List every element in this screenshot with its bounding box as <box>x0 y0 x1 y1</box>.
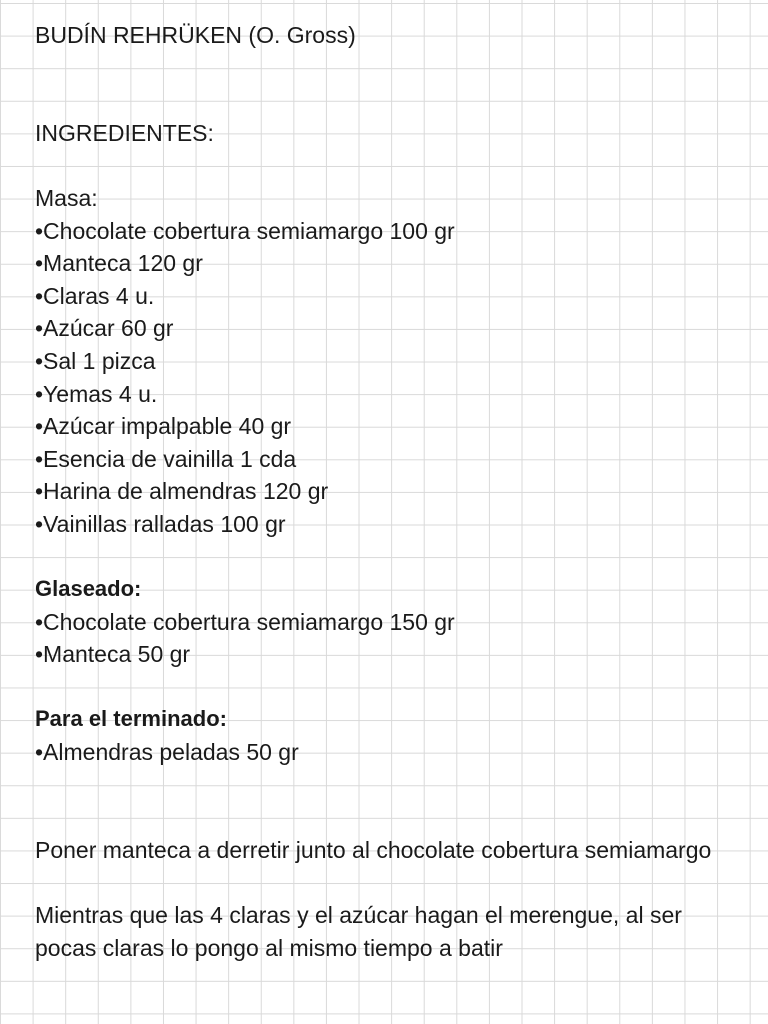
list-item: •Azúcar 60 gr <box>35 315 174 342</box>
recipe-note <box>35 19 755 964</box>
list-item: •Esencia de vainilla 1 cda <box>35 445 297 472</box>
list-item: •Chocolate cobertura semiamargo 100 gr <box>35 217 455 244</box>
list-item: •Vainillas ralladas 100 gr <box>35 510 286 537</box>
list-item: •Claras 4 u. <box>35 282 155 309</box>
step-paragraph: Mientras que las 4 claras y el azúcar hagan el merengue, al ser pocas claras lo pongo al mismo tiempo a batir <box>35 902 682 961</box>
list-item: •Chocolate cobertura semiamargo 150 gr <box>35 608 455 635</box>
masa-heading: Masa: <box>35 184 98 211</box>
recipe-title: BUDÍN REHRÜKEN (O. Gross) <box>35 22 356 48</box>
ingredients-heading: INGREDIENTES: <box>35 119 214 146</box>
list-item: •Harina de almendras 120 gr <box>35 478 329 505</box>
glaseado-heading: Glaseado: <box>35 576 142 602</box>
step-paragraph: Poner manteca a derretir junto al chocolate cobertura semiamargo <box>35 836 712 863</box>
terminado-heading: Para el terminado: <box>35 706 227 732</box>
list-item: •Manteca 50 gr <box>35 641 191 668</box>
list-item: •Manteca 120 gr <box>35 250 203 277</box>
list-item: •Azúcar impalpable 40 gr <box>35 413 292 440</box>
list-item: •Sal 1 pizca <box>35 347 156 374</box>
list-item: •Almendras peladas 50 gr <box>35 739 299 766</box>
list-item: •Yemas 4 u. <box>35 380 158 407</box>
